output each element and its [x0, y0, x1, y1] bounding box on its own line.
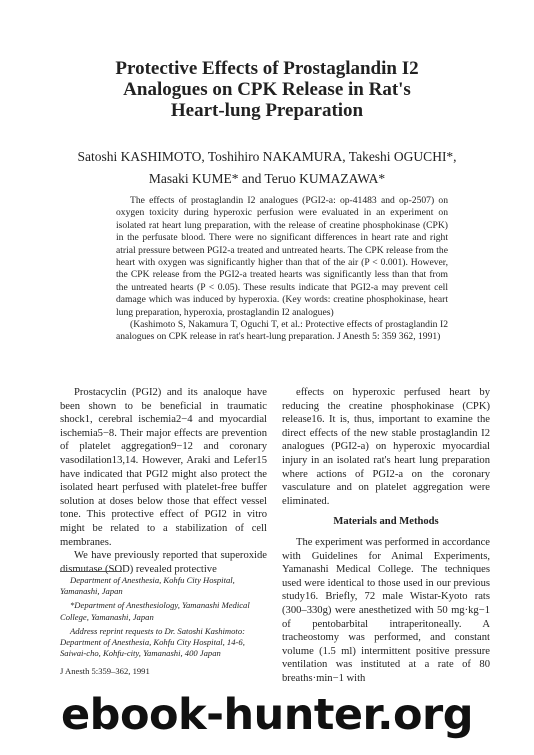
intro-paragraph-1: Prostacyclin (PGI2) and its analoque have been shown to be beneficial in traumatic shock1, cerebral ischemia2−4 and myocardial ischemia5−8. Their major effects are prevention of platelet aggregation9−12 and coronary vasodilation13,14. However, Araki and Lefer15 have indicated that PGI2 might also protect the isolated heart perfused with platelet-free buffer solution at doses below those that effect vessel tone. This protective effect of PGI2 in vitro might be related to a stabilization of cell membranes.: [60, 387, 267, 548]
footnotes: [60, 575, 267, 662]
abstract-text: The effects of prostaglandin I2 analogues (PGI2-a: op-41483 and op-2507) on oxygen toxicity during hyperoxic perfusion were evaluated in an experiment on isolated rat heart lung preparation, with the release of creatine phosphokinase (CPK) in the perfusate blood. There were no significant differences in heart rate and right atrial pressure between PGI2-a treated and untreated hearts. The CPK release from the heart with oxygen was significantly higher than that of the air (P < 0.001). However, the CPK release from the PGI2-a treated hearts was significantly less than that from the untreated hearts (P < 0.05). These results indicate that PGI2-a may prevent cell damage which was induced by hyperoxia. (Key words: creatine phosphokinase, heart lung preparation, hyperoxia, prostaglandin I2 analogues): [116, 195, 448, 318]
title-line-1: Protective Effects of Prostaglandin I2: [115, 58, 419, 79]
title-line-2: Analogues on CPK Release in Rat's: [123, 79, 411, 100]
title-line-3: Heart-lung Preparation: [170, 100, 364, 121]
intro-paragraph-3: effects on hyperoxic perfused heart by reducing the creatine phosphokinase (CPK) release16. It is, thus, important to examine the direct effects of the new stable prostaglandin I2 analogues (PGI2-a) on hyperoxic myocardial injury in an isolated rat's heart lung preparation where actions of PGI2-a on the coronary vasculature and on platelet aggregation were eliminated.: [282, 387, 490, 507]
right-column: [282, 386, 490, 685]
methods-paragraph-1: The experiment was performed in accordance with Guidelines for Animal Experiments, Yamanashi Medical College. The techniques used were identical to those used in our previous study16. Briefly, 72 male Wistar-Kyoto rats (300–330g) were anesthetized with 50 mg·kg−1 of pentobarbital intraperitoneally. A tracheostomy was performed, and constant volume (1.5 ml) intermittent positive pressure ventilation was instituted at a rate of 80 breaths·min−1 with: [282, 536, 490, 684]
abstract: [116, 195, 448, 344]
left-column: [60, 386, 267, 576]
affiliation-2: *Department of Anesthesiology, Yamanashi Medical College, Yamanashi, Japan: [60, 600, 250, 622]
paper-title: [70, 58, 464, 121]
watermark: ebook-hunter.org: [61, 690, 473, 740]
affiliation-1: Department of Anesthesia, Kohfu City Hospital, Yamanashi, Japan: [60, 575, 235, 597]
section-heading: Materials and Methods: [333, 516, 439, 528]
reprint-address: Address reprint requests to Dr. Satoshi Kashimoto: Department of Anesthesia, Kohfu City Hospital, 14-6, Saiwai-cho, Kohfu-city, Yamanashi, 400 Japan: [60, 625, 245, 659]
authors-line-1: Satoshi KASHIMOTO, Toshihiro NAKAMURA, Takeshi OGUCHI*,: [77, 149, 457, 164]
author-list: [60, 146, 474, 190]
authors-line-2: Masaki KUME* and Teruo KUMAZAWA*: [148, 171, 386, 186]
journal-reference: J Anesth 5:359–362, 1991: [60, 666, 150, 676]
intro-paragraph-2: We have previously reported that superoxide dismutase (SOD) revealed protective: [60, 550, 267, 575]
abstract-citation: (Kashimoto S, Nakamura T, Oguchi T, et al.: Protective effects of prostaglandin I2 analogues on CPK release in rat's heart-lung preparation. J Anesth 5: 359 362, 1991): [116, 319, 448, 343]
footnote-divider: [60, 571, 122, 572]
